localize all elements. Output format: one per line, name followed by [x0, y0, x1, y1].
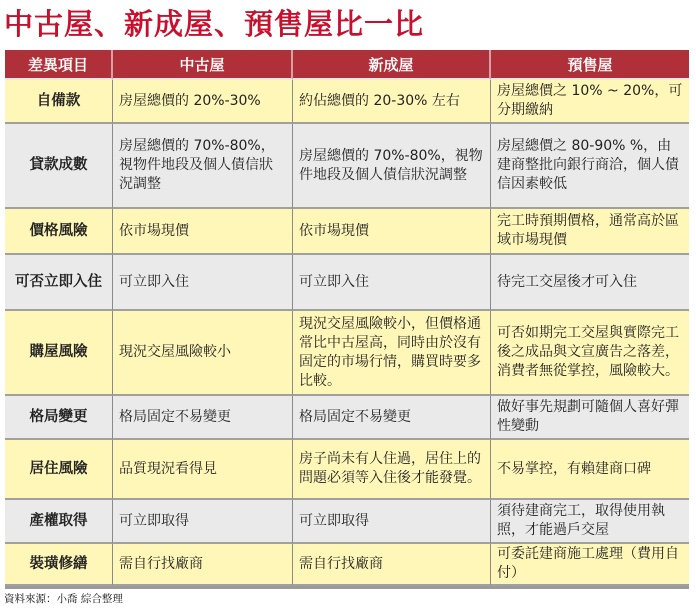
cell-used: 格局固定不易變更	[113, 396, 293, 440]
row-header: 居住風險	[5, 440, 113, 500]
cell-presale: 須待建商完工，取得使用執照，才能過戶交屋	[491, 500, 689, 544]
table-row	[5, 500, 689, 544]
table-row	[5, 255, 689, 311]
cell-presale: 房屋總價之 80-90% %，由建商整批向銀行商洽，個人債信因素較低	[491, 124, 689, 209]
row-header: 購屋風險	[5, 311, 113, 396]
column-header-presale-house: 預售屋	[491, 50, 689, 80]
row-header: 格局變更	[5, 396, 113, 440]
row-header: 產權取得	[5, 500, 113, 544]
column-header-used-house: 中古屋	[113, 50, 293, 80]
cell-used: 房屋總價的 20%-30%	[113, 80, 293, 124]
cell-presale: 做好事先規劃可隨個人喜好彈性變動	[491, 396, 689, 440]
page-title: 中古屋、新成屋、預售屋比一比	[4, 7, 425, 41]
table-row	[5, 544, 689, 586]
cell-new: 房子尚未有人住過，居住上的問題必須等入住後才能發覺。	[293, 440, 491, 500]
table-row	[5, 209, 689, 255]
cell-presale: 完工時預期價格，通常高於區域市場現價	[491, 209, 689, 255]
cell-presale: 房屋總價之 10% ~ 20%，可分期繳納	[491, 80, 689, 124]
cell-used: 依市場現價	[113, 209, 293, 255]
row-header: 可否立即入住	[5, 255, 113, 311]
cell-used: 可立即取得	[113, 500, 293, 544]
column-header-new-house: 新成屋	[293, 50, 491, 80]
cell-presale: 可委託建商施工處理（費用自付）	[491, 544, 689, 586]
cell-presale: 不易掌控，有賴建商口碑	[491, 440, 689, 500]
cell-presale: 可否如期完工交屋與實際完工後之成品與文宣廣告之落差，消費者無從掌控，風險較大。	[491, 311, 689, 396]
cell-new: 約佔總價的 20-30% 左右	[293, 80, 491, 124]
table-row	[5, 396, 689, 440]
table-row	[5, 440, 689, 500]
table-row	[5, 311, 689, 396]
comparison-table	[5, 50, 689, 586]
cell-used: 房屋總價的 70%-80%，視物件地段及個人債信狀況調整	[113, 124, 293, 209]
cell-new: 格局固定不易變更	[293, 396, 491, 440]
cell-used: 現況交屋風險較小	[113, 311, 293, 396]
table-row	[5, 124, 689, 209]
cell-new: 房屋總價的 70%-80%，視物件地段及個人債信狀況調整	[293, 124, 491, 209]
row-header: 自備款	[5, 80, 113, 124]
cell-new: 可立即取得	[293, 500, 491, 544]
table-header-row	[5, 50, 689, 80]
cell-new: 現況交屋風險較小，但價格通常比中古屋高，同時由於沒有固定的市場行情，購買時要多比較。	[293, 311, 491, 396]
cell-presale: 待完工交屋後才可入住	[491, 255, 689, 311]
cell-used: 可立即入住	[113, 255, 293, 311]
source-note: 資料來源：小喬 綜合整理	[4, 593, 123, 605]
comparison-table-frame	[5, 50, 689, 589]
cell-used: 需自行找廠商	[113, 544, 293, 586]
row-header: 價格風險	[5, 209, 113, 255]
cell-new: 依市場現價	[293, 209, 491, 255]
table-row	[5, 80, 689, 124]
column-header-item: 差異項目	[5, 50, 113, 80]
row-header: 裝璜修繕	[5, 544, 113, 586]
cell-used: 品質現況看得見	[113, 440, 293, 500]
row-header: 貸款成數	[5, 124, 113, 209]
cell-new: 可立即入住	[293, 255, 491, 311]
cell-new: 需自行找廠商	[293, 544, 491, 586]
